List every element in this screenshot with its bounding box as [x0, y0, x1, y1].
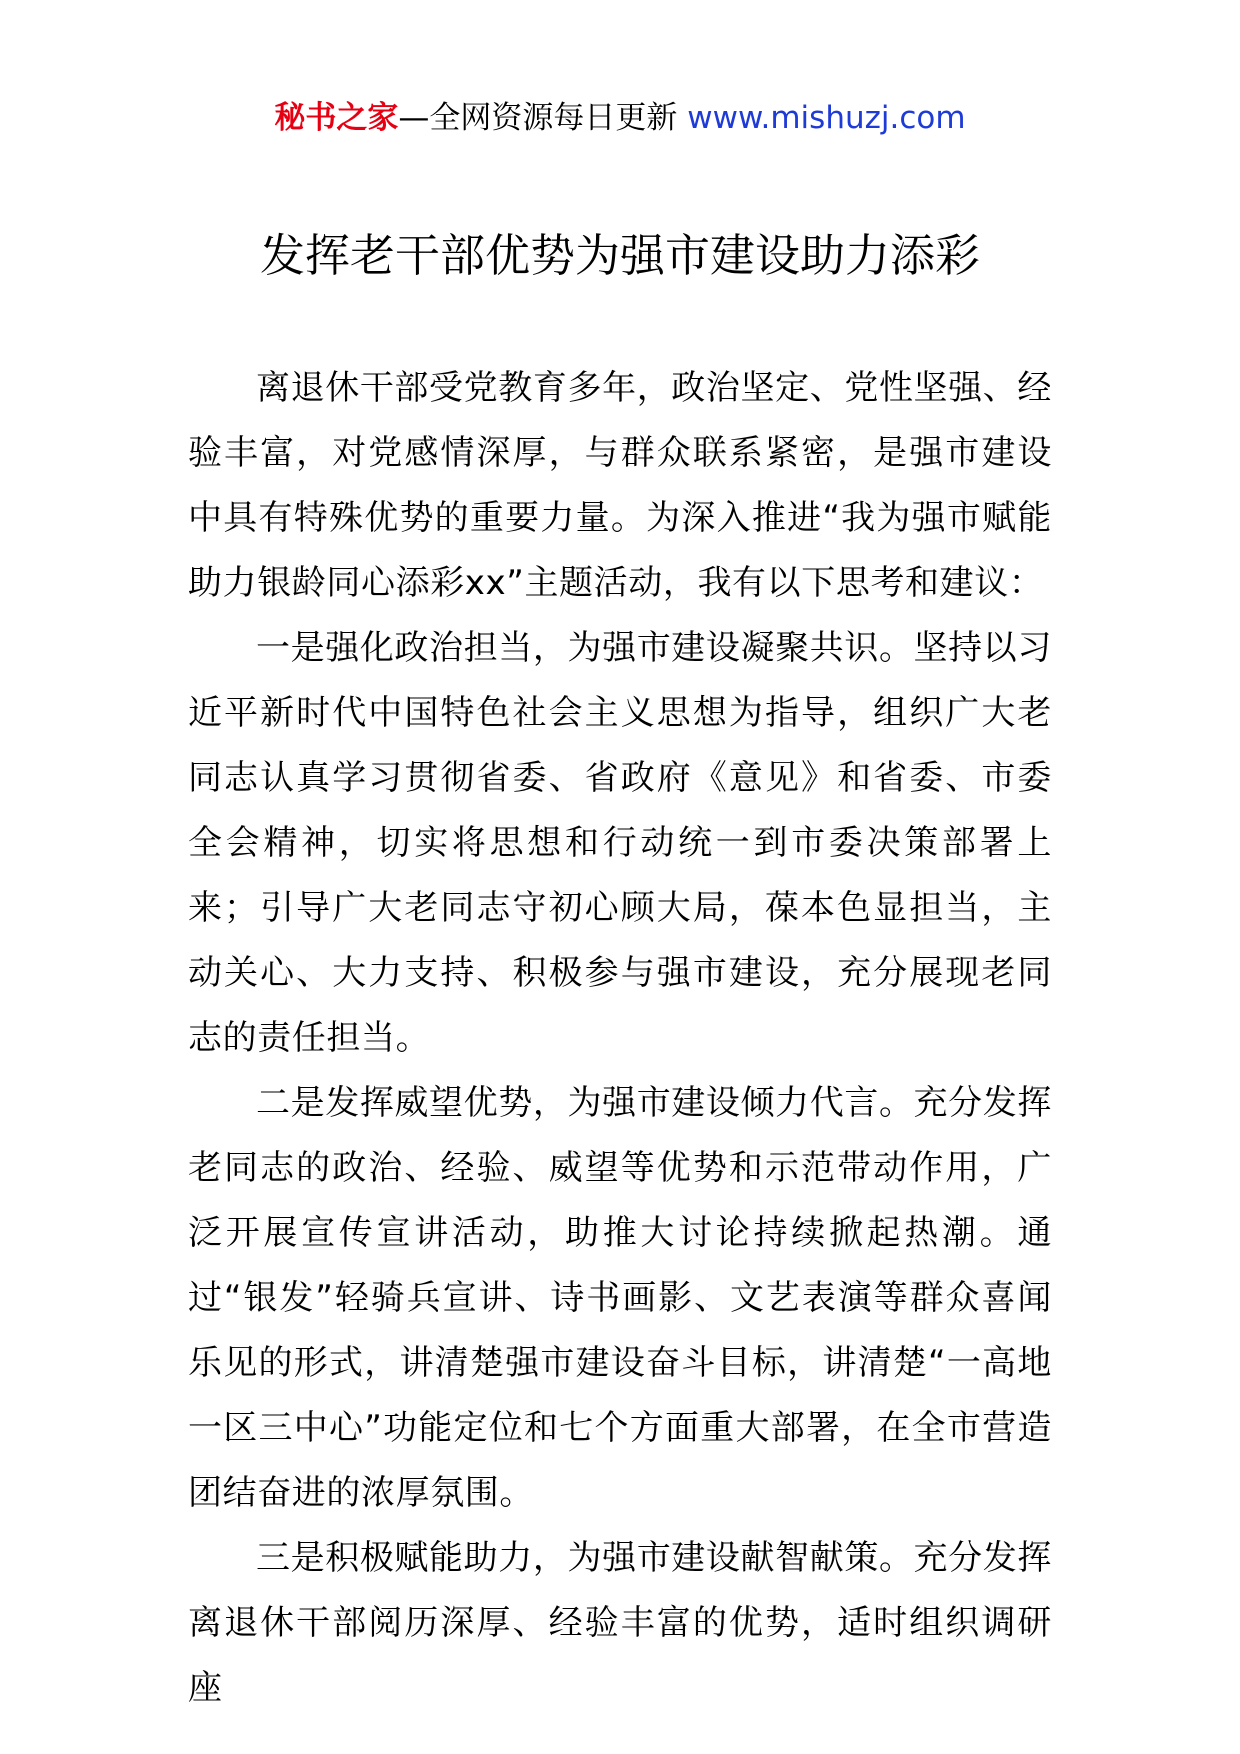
site-url-link[interactable]: www.mishuzj.com [687, 100, 966, 136]
paragraph-point-1: 一是强化政治担当，为强市建设凝聚共识。坚持以习近平新时代中国特色社会主义思想为指导，组织广大老同志认真学习贯彻省委、省政府《意见》和省委、市委全会精神，切实将思想和行动统一到市委决策部署上来；引导广大老同志守初心顾大局，葆本色显担当，主动关心、大力支持、积极参与强市建设，充分展现老同志的责任担当。 [188, 628, 1052, 1058]
site-brand: 秘书之家 [274, 100, 399, 136]
paragraph-point-3: 三是积极赋能助力，为强市建设献智献策。充分发挥离退休干部阅历深厚、经验丰富的优势，适时组织调研座 [188, 1538, 1052, 1708]
site-tagline: —全网资源每日更新 [398, 100, 678, 136]
paragraph-point-2: 二是发挥威望优势，为强市建设倾力代言。充分发挥老同志的政治、经验、威望等优势和示范带动作用，广泛开展宣传宣讲活动，助推大讨论持续掀起热潮。通过“银发”轻骑兵宣讲、诗书画影、文艺表演等群众喜闻乐见的形式，讲清楚强市建设奋斗目标，讲清楚“一高地一区三中心”功能定位和七个方面重大部署，在全市营造团结奋进的浓厚氛围。 [188, 1083, 1052, 1513]
document-body [188, 356, 1052, 1721]
document-title: 发挥老干部优势为强市建设助力添彩 [259, 229, 980, 282]
paragraph-intro: 离退休干部受党教育多年，政治坚定、党性坚强、经验丰富，对党感情深厚，与群众联系紧密，是强市建设中具有特殊优势的重要力量。为深入推进“我为强市赋能助力银龄同心添彩xx”主题活动，我有以下思考和建议： [188, 368, 1052, 603]
site-header [0, 98, 1240, 138]
